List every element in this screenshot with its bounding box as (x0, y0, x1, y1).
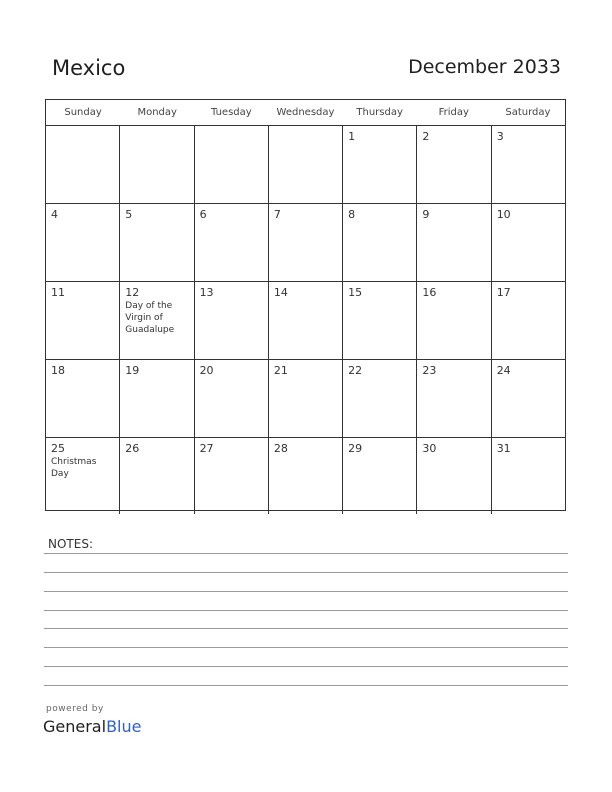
day-cell (417, 126, 491, 203)
day-number: 13 (199, 286, 214, 299)
day-cell (195, 438, 269, 514)
generalblue-logo (43, 717, 141, 736)
day-number: 23 (422, 364, 437, 377)
note-line (44, 685, 568, 686)
day-cell (343, 360, 417, 437)
week-row (46, 438, 565, 514)
weekday-thursday: Thursday (356, 107, 403, 118)
weekday-saturday: Saturday (505, 107, 551, 118)
day-cell (417, 282, 491, 359)
note-line (44, 610, 568, 611)
day-number: 20 (199, 364, 214, 377)
day-cell (195, 126, 269, 203)
day-cell (269, 282, 343, 359)
day-number: 14 (273, 286, 288, 299)
day-cell (343, 126, 417, 203)
day-number: 19 (125, 364, 140, 377)
day-cell (46, 360, 120, 437)
note-line (44, 553, 568, 554)
weekday-sunday: Sunday (64, 107, 102, 118)
week-row (46, 282, 565, 360)
day-cell (120, 126, 194, 203)
weekday-header-row (46, 100, 565, 126)
day-cell (120, 204, 194, 281)
day-cell (269, 360, 343, 437)
country-title: Mexico (52, 56, 126, 80)
week-row (46, 204, 565, 282)
note-line (44, 591, 568, 592)
day-number: 8 (348, 208, 356, 221)
day-number: 12 (125, 286, 140, 299)
day-number: 7 (273, 208, 281, 221)
note-line (44, 572, 568, 573)
week-row (46, 360, 565, 438)
weeks-container (46, 126, 565, 514)
day-number: 5 (125, 208, 133, 221)
day-cell (417, 204, 491, 281)
day-number: 21 (273, 364, 288, 377)
day-number: 18 (51, 364, 65, 377)
day-cell (417, 360, 491, 437)
weekday-tuesday: Tuesday (211, 107, 252, 118)
holiday-label: Day of the Virgin of Guadalupe (125, 301, 175, 335)
calendar-grid (45, 99, 566, 511)
day-number: 4 (51, 208, 58, 221)
day-cell (492, 438, 565, 514)
day-cell (343, 282, 417, 359)
day-number: 2 (422, 130, 430, 143)
note-line (44, 628, 568, 629)
day-cell (492, 360, 565, 437)
logo-blue-text: Blue (106, 717, 142, 736)
weekday-friday: Friday (438, 107, 469, 118)
day-number: 31 (496, 442, 511, 455)
day-number: 9 (422, 208, 430, 221)
day-cell (46, 438, 120, 514)
day-cell (195, 204, 269, 281)
day-cell (46, 126, 120, 203)
day-cell (195, 282, 269, 359)
holiday-label: Christmas Day (51, 457, 97, 479)
day-number: 26 (125, 442, 140, 455)
day-number: 24 (496, 364, 511, 377)
day-number: 17 (496, 286, 511, 299)
day-cell (120, 282, 194, 359)
day-cell (269, 126, 343, 203)
day-cell (269, 204, 343, 281)
note-line (44, 647, 568, 648)
month-year-title: December 2033 (408, 56, 561, 78)
day-cell (195, 360, 269, 437)
day-cell (120, 438, 194, 514)
week-row (46, 126, 565, 204)
day-number: 27 (199, 442, 214, 455)
day-number: 10 (496, 208, 511, 221)
day-cell (492, 282, 565, 359)
day-number: 11 (51, 286, 65, 299)
day-number: 6 (199, 208, 207, 221)
day-number: 1 (348, 130, 356, 143)
day-cell (417, 438, 491, 514)
day-cell (343, 438, 417, 514)
day-number: 3 (496, 130, 504, 143)
day-number: 15 (348, 286, 363, 299)
day-number: 16 (422, 286, 437, 299)
day-cell (46, 204, 120, 281)
day-cell (46, 282, 120, 359)
day-cell (492, 126, 565, 203)
day-number: 25 (51, 442, 65, 455)
day-cell (492, 204, 565, 281)
day-number: 30 (422, 442, 437, 455)
notes-label: NOTES: (48, 537, 93, 551)
day-cell (120, 360, 194, 437)
weekday-monday: Monday (137, 107, 177, 118)
day-cell (343, 204, 417, 281)
day-number: 29 (348, 442, 363, 455)
day-cell (269, 438, 343, 514)
weekday-wednesday: Wednesday (276, 107, 335, 118)
day-number: 22 (348, 364, 363, 377)
day-number: 28 (273, 442, 288, 455)
note-line (44, 666, 568, 667)
powered-by-text: powered by (46, 704, 104, 714)
logo-general-text: General (43, 717, 107, 736)
